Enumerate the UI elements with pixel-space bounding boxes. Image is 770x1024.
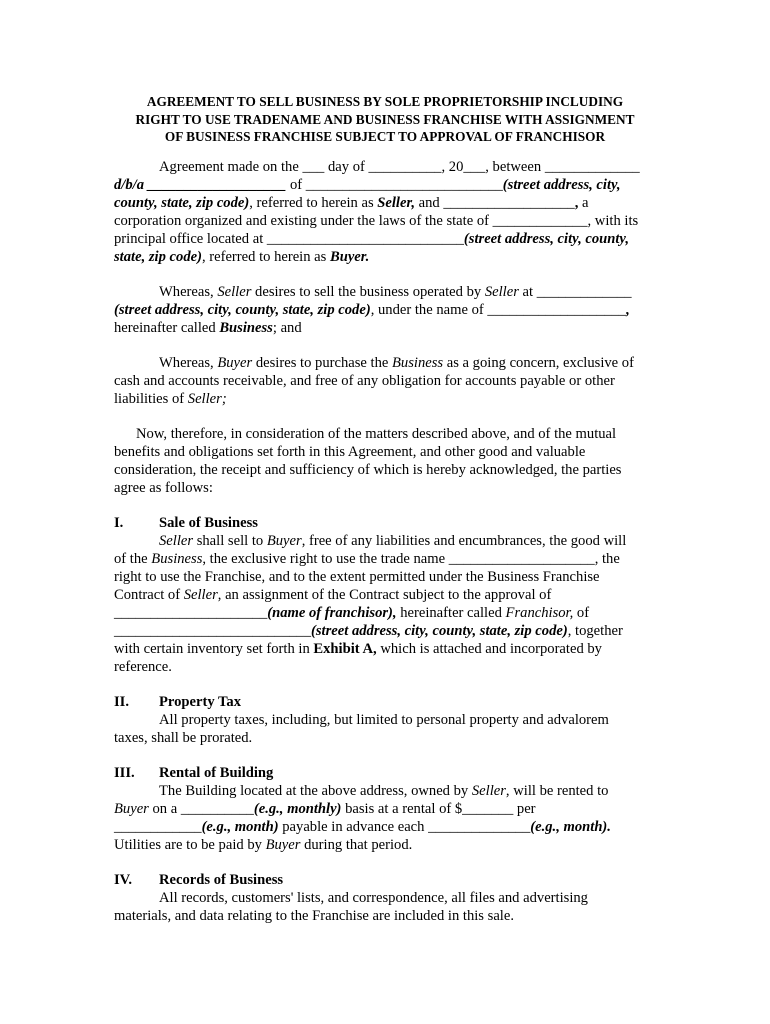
title-line: AGREEMENT TO SELL BUSINESS BY SOLE PROPRIETORSHIP INCLUDING — [146, 94, 624, 109]
text-line: hereinafter called Business; and — [114, 320, 302, 336]
text-line: Now, therefore, in consideration of the matters described above, and of the mutual — [136, 426, 617, 442]
whereas-seller-paragraph — [114, 283, 654, 337]
text-line: materials, and data relating to the Franchise are included in this sale. — [114, 908, 514, 924]
text-line: Buyer on a __________(e.g., monthly) basis at a rental of $_______ per — [114, 801, 536, 817]
text-line: The Building located at the above address, owned by Seller, will be rented to — [159, 783, 609, 799]
text-line: right to use the Franchise, and to the extent permitted under the Business Franchise — [114, 569, 600, 585]
text-line: Agreement made on the ___ day of __________, 20___, between _____________ — [159, 159, 640, 175]
text-line: cash and accounts receivable, and free of any obligation for accounts payable or other — [114, 373, 615, 389]
text-line: ___________________________(street address, city, county, state, zip code), together — [114, 623, 623, 639]
text-line: Contract of Seller, an assignment of the Contract subject to the approval of — [114, 587, 552, 603]
text-line: state, zip code), referred to herein as Buyer. — [114, 249, 370, 265]
text-line: Seller shall sell to Buyer, free of any liabilities and encumbrances, the good will — [159, 533, 627, 549]
intro-paragraph — [114, 158, 654, 266]
text-line: d/b/a ___________________ of ___________________________(street address, city, — [114, 177, 621, 193]
text-line: county, state, zip code), referred to herein as Seller, and __________________, a — [114, 195, 589, 211]
text-line: reference. — [114, 659, 172, 675]
section-heading: IV. Records of Business — [114, 872, 284, 888]
title-line: RIGHT TO USE TRADENAME AND BUSINESS FRANCHISE WITH ASSIGNMENT — [135, 111, 635, 127]
text-line: All property taxes, including, but limited to personal property and advalorem — [159, 712, 609, 728]
text-line: consideration, the receipt and sufficiency of which is hereby acknowledged, the parties — [114, 462, 622, 478]
section-records-of-business — [114, 871, 654, 925]
text-line: Utilities are to be paid by Buyer during that period. — [114, 837, 413, 853]
text-line: Whereas, Seller desires to sell the business operated by Seller at _____________ — [159, 284, 632, 300]
section-property-tax — [114, 693, 654, 747]
text-line: ____________(e.g., month) payable in advance each ______________(e.g., month). — [114, 819, 611, 835]
text-line: Whereas, Buyer desires to purchase the Business as a going concern, exclusive of — [159, 355, 634, 371]
whereas-buyer-paragraph — [114, 354, 654, 408]
section-heading: III. Rental of Building — [114, 765, 274, 781]
text-line: with certain inventory set forth in Exhibit A, which is attached and incorporated by — [114, 641, 602, 657]
text-line: (street address, city, county, state, zip code), under the name of ___________________, — [114, 302, 630, 318]
section-rental-of-building — [114, 764, 654, 854]
now-therefore-paragraph — [114, 425, 654, 497]
section-heading: II. Property Tax — [114, 694, 242, 710]
section-heading: I. Sale of Business — [114, 515, 258, 531]
text-line: benefits and obligations set forth in this Agreement, and other good and valuable — [114, 444, 586, 460]
text-line: liabilities of Seller; — [114, 391, 227, 407]
text-line: of the Business, the exclusive right to use the trade name ____________________, the — [114, 551, 620, 567]
text-line: _____________________(name of franchisor), hereinafter called Franchisor, of — [114, 605, 590, 621]
text-line: taxes, shall be prorated. — [114, 730, 253, 746]
title-line: OF BUSINESS FRANCHISE SUBJECT TO APPROVAL OF FRANCHISOR — [164, 129, 606, 144]
text-line: corporation organized and existing under the laws of the state of _____________, with its — [114, 213, 639, 229]
document-title — [110, 93, 660, 146]
section-sale-of-business — [114, 514, 654, 676]
text-line: agree as follows: — [114, 480, 213, 496]
text-line: principal office located at ___________________________(street address, city, county, — [114, 231, 630, 247]
text-line: All records, customers' lists, and correspondence, all files and advertising — [159, 890, 588, 906]
